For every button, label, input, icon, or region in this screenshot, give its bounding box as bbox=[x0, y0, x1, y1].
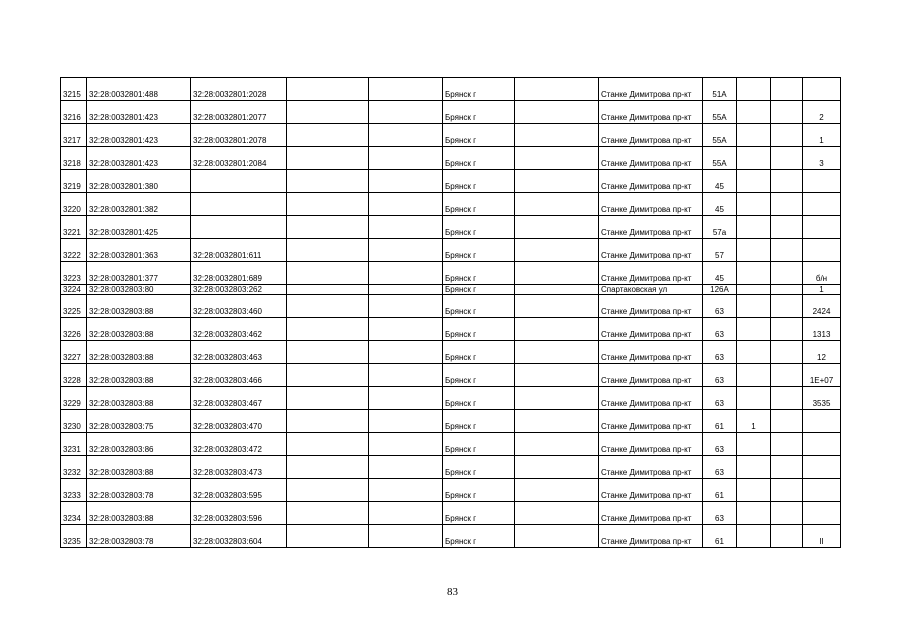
street-cell: Станке Димитрова пр-кт bbox=[599, 193, 703, 216]
apartment-cell bbox=[803, 502, 841, 525]
row-number-cell: 3230 bbox=[61, 410, 87, 433]
building-cell bbox=[737, 341, 771, 364]
house-number-cell: 45 bbox=[703, 262, 737, 285]
city-cell: Брянск г bbox=[443, 101, 515, 124]
empty-cell bbox=[515, 285, 599, 295]
table-row bbox=[61, 318, 841, 341]
building-cadastral-number-cell: 32:28:0032803:604 bbox=[191, 525, 287, 548]
street-cell: Станке Димитрова пр-кт bbox=[599, 295, 703, 318]
building-cell bbox=[737, 318, 771, 341]
building-cadastral-number-cell bbox=[191, 216, 287, 239]
empty-cell bbox=[369, 78, 443, 101]
street-cell: Станке Димитрова пр-кт bbox=[599, 479, 703, 502]
structure-cell bbox=[771, 78, 803, 101]
building-cadastral-number-cell: 32:28:0032803:467 bbox=[191, 387, 287, 410]
city-cell: Брянск г bbox=[443, 262, 515, 285]
building-cell bbox=[737, 456, 771, 479]
city-cell: Брянск г bbox=[443, 216, 515, 239]
apartment-cell: 1313 bbox=[803, 318, 841, 341]
building-cadastral-number-cell: 32:28:0032801:2028 bbox=[191, 78, 287, 101]
table-row bbox=[61, 341, 841, 364]
building-cadastral-number-cell: 32:28:0032803:466 bbox=[191, 364, 287, 387]
empty-cell bbox=[369, 502, 443, 525]
empty-cell bbox=[515, 410, 599, 433]
apartment-cell bbox=[803, 410, 841, 433]
building-cell bbox=[737, 364, 771, 387]
building-cell bbox=[737, 78, 771, 101]
building-cell bbox=[737, 387, 771, 410]
house-number-cell: 55А bbox=[703, 101, 737, 124]
table-row bbox=[61, 364, 841, 387]
building-cell bbox=[737, 262, 771, 285]
empty-cell bbox=[287, 78, 369, 101]
apartment-cell bbox=[803, 433, 841, 456]
row-number-cell: 3235 bbox=[61, 525, 87, 548]
row-number-cell: 3232 bbox=[61, 456, 87, 479]
structure-cell bbox=[771, 525, 803, 548]
building-cadastral-number-cell: 32:28:0032803:463 bbox=[191, 341, 287, 364]
building-cell bbox=[737, 285, 771, 295]
city-cell: Брянск г bbox=[443, 295, 515, 318]
apartment-cell bbox=[803, 239, 841, 262]
empty-cell bbox=[515, 318, 599, 341]
building-cell bbox=[737, 502, 771, 525]
empty-cell bbox=[515, 502, 599, 525]
empty-cell bbox=[369, 262, 443, 285]
city-cell: Брянск г bbox=[443, 525, 515, 548]
building-cadastral-number-cell: 32:28:0032803:473 bbox=[191, 456, 287, 479]
empty-cell bbox=[287, 387, 369, 410]
land-cadastral-number-cell: 32:28:0032803:86 bbox=[87, 433, 191, 456]
empty-cell bbox=[287, 364, 369, 387]
structure-cell bbox=[771, 193, 803, 216]
city-cell: Брянск г bbox=[443, 433, 515, 456]
row-number-cell: 3219 bbox=[61, 170, 87, 193]
apartment-cell: 3 bbox=[803, 147, 841, 170]
building-cadastral-number-cell: 32:28:0032801:611 bbox=[191, 239, 287, 262]
table-row bbox=[61, 147, 841, 170]
structure-cell bbox=[771, 456, 803, 479]
apartment-cell: 1 bbox=[803, 285, 841, 295]
structure-cell bbox=[771, 170, 803, 193]
structure-cell bbox=[771, 101, 803, 124]
apartment-cell: II bbox=[803, 525, 841, 548]
empty-cell bbox=[369, 170, 443, 193]
table-row bbox=[61, 239, 841, 262]
city-cell: Брянск г bbox=[443, 193, 515, 216]
land-cadastral-number-cell: 32:28:0032803:88 bbox=[87, 318, 191, 341]
house-number-cell: 45 bbox=[703, 193, 737, 216]
land-cadastral-number-cell: 32:28:0032801:423 bbox=[87, 147, 191, 170]
apartment-cell bbox=[803, 193, 841, 216]
street-cell: Станке Димитрова пр-кт bbox=[599, 124, 703, 147]
structure-cell bbox=[771, 285, 803, 295]
apartment-cell: 12 bbox=[803, 341, 841, 364]
empty-cell bbox=[369, 295, 443, 318]
building-cell bbox=[737, 295, 771, 318]
row-number-cell: 3220 bbox=[61, 193, 87, 216]
apartment-cell bbox=[803, 456, 841, 479]
structure-cell bbox=[771, 364, 803, 387]
table-row bbox=[61, 410, 841, 433]
table-row bbox=[61, 78, 841, 101]
street-cell: Станке Димитрова пр-кт bbox=[599, 78, 703, 101]
empty-cell bbox=[515, 262, 599, 285]
street-cell: Станке Димитрова пр-кт bbox=[599, 341, 703, 364]
row-number-cell: 3229 bbox=[61, 387, 87, 410]
row-number-cell: 3215 bbox=[61, 78, 87, 101]
building-cell bbox=[737, 525, 771, 548]
house-number-cell: 61 bbox=[703, 525, 737, 548]
building-cadastral-number-cell: 32:28:0032803:596 bbox=[191, 502, 287, 525]
land-cadastral-number-cell: 32:28:0032803:78 bbox=[87, 479, 191, 502]
empty-cell bbox=[287, 262, 369, 285]
land-cadastral-number-cell: 32:28:0032801:377 bbox=[87, 262, 191, 285]
street-cell: Станке Димитрова пр-кт bbox=[599, 433, 703, 456]
empty-cell bbox=[287, 170, 369, 193]
street-cell: Станке Димитрова пр-кт bbox=[599, 387, 703, 410]
street-cell: Станке Димитрова пр-кт bbox=[599, 364, 703, 387]
house-number-cell: 63 bbox=[703, 364, 737, 387]
city-cell: Брянск г bbox=[443, 364, 515, 387]
structure-cell bbox=[771, 502, 803, 525]
building-cadastral-number-cell: 32:28:0032803:595 bbox=[191, 479, 287, 502]
table-row bbox=[61, 479, 841, 502]
empty-cell bbox=[287, 341, 369, 364]
empty-cell bbox=[369, 433, 443, 456]
empty-cell bbox=[369, 410, 443, 433]
building-cadastral-number-cell: 32:28:0032803:470 bbox=[191, 410, 287, 433]
row-number-cell: 3223 bbox=[61, 262, 87, 285]
empty-cell bbox=[287, 433, 369, 456]
street-cell: Станке Димитрова пр-кт bbox=[599, 239, 703, 262]
empty-cell bbox=[369, 387, 443, 410]
structure-cell bbox=[771, 147, 803, 170]
table-row bbox=[61, 262, 841, 285]
city-cell: Брянск г bbox=[443, 239, 515, 262]
apartment-cell: 1 bbox=[803, 124, 841, 147]
structure-cell bbox=[771, 479, 803, 502]
city-cell: Брянск г bbox=[443, 479, 515, 502]
empty-cell bbox=[515, 364, 599, 387]
house-number-cell: 61 bbox=[703, 479, 737, 502]
building-cadastral-number-cell: 32:28:0032801:689 bbox=[191, 262, 287, 285]
empty-cell bbox=[369, 318, 443, 341]
row-number-cell: 3222 bbox=[61, 239, 87, 262]
row-number-cell: 3217 bbox=[61, 124, 87, 147]
land-cadastral-number-cell: 32:28:0032801:423 bbox=[87, 101, 191, 124]
apartment-cell: 1E+07 bbox=[803, 364, 841, 387]
table-row bbox=[61, 170, 841, 193]
register-table-body bbox=[61, 78, 841, 548]
city-cell: Брянск г bbox=[443, 387, 515, 410]
empty-cell bbox=[369, 216, 443, 239]
empty-cell bbox=[515, 193, 599, 216]
row-number-cell: 3227 bbox=[61, 341, 87, 364]
apartment-cell bbox=[803, 479, 841, 502]
building-cell: 1 bbox=[737, 410, 771, 433]
building-cadastral-number-cell: 32:28:0032801:2084 bbox=[191, 147, 287, 170]
apartment-cell: б/н bbox=[803, 262, 841, 285]
house-number-cell: 63 bbox=[703, 456, 737, 479]
empty-cell bbox=[515, 239, 599, 262]
apartment-cell bbox=[803, 78, 841, 101]
empty-cell bbox=[287, 216, 369, 239]
building-cadastral-number-cell: 32:28:0032803:462 bbox=[191, 318, 287, 341]
house-number-cell: 63 bbox=[703, 295, 737, 318]
empty-cell bbox=[287, 101, 369, 124]
street-cell: Станке Димитрова пр-кт bbox=[599, 147, 703, 170]
city-cell: Брянск г bbox=[443, 285, 515, 295]
row-number-cell: 3225 bbox=[61, 295, 87, 318]
city-cell: Брянск г bbox=[443, 341, 515, 364]
empty-cell bbox=[287, 295, 369, 318]
apartment-cell: 2 bbox=[803, 101, 841, 124]
empty-cell bbox=[287, 502, 369, 525]
building-cadastral-number-cell: 32:28:0032801:2078 bbox=[191, 124, 287, 147]
city-cell: Брянск г bbox=[443, 78, 515, 101]
empty-cell bbox=[287, 525, 369, 548]
land-cadastral-number-cell: 32:28:0032801:423 bbox=[87, 124, 191, 147]
empty-cell bbox=[515, 525, 599, 548]
land-cadastral-number-cell: 32:28:0032801:363 bbox=[87, 239, 191, 262]
land-cadastral-number-cell: 32:28:0032801:380 bbox=[87, 170, 191, 193]
house-number-cell: 45 bbox=[703, 170, 737, 193]
house-number-cell: 63 bbox=[703, 318, 737, 341]
land-cadastral-number-cell: 32:28:0032803:75 bbox=[87, 410, 191, 433]
house-number-cell: 63 bbox=[703, 433, 737, 456]
building-cell bbox=[737, 216, 771, 239]
house-number-cell: 55А bbox=[703, 124, 737, 147]
table-row bbox=[61, 101, 841, 124]
empty-cell bbox=[287, 285, 369, 295]
street-cell: Станке Димитрова пр-кт bbox=[599, 318, 703, 341]
empty-cell bbox=[369, 456, 443, 479]
apartment-cell bbox=[803, 216, 841, 239]
table-row bbox=[61, 285, 841, 295]
empty-cell bbox=[369, 239, 443, 262]
empty-cell bbox=[369, 285, 443, 295]
land-cadastral-number-cell: 32:28:0032803:88 bbox=[87, 341, 191, 364]
empty-cell bbox=[515, 387, 599, 410]
empty-cell bbox=[369, 364, 443, 387]
empty-cell bbox=[287, 410, 369, 433]
land-cadastral-number-cell: 32:28:0032803:88 bbox=[87, 502, 191, 525]
empty-cell bbox=[369, 341, 443, 364]
street-cell: Станке Димитрова пр-кт bbox=[599, 101, 703, 124]
house-number-cell: 63 bbox=[703, 502, 737, 525]
city-cell: Брянск г bbox=[443, 410, 515, 433]
empty-cell bbox=[287, 124, 369, 147]
street-cell: Станке Димитрова пр-кт bbox=[599, 456, 703, 479]
building-cadastral-number-cell bbox=[191, 170, 287, 193]
row-number-cell: 3233 bbox=[61, 479, 87, 502]
empty-cell bbox=[515, 101, 599, 124]
structure-cell bbox=[771, 216, 803, 239]
building-cell bbox=[737, 101, 771, 124]
empty-cell bbox=[287, 239, 369, 262]
empty-cell bbox=[515, 295, 599, 318]
structure-cell bbox=[771, 341, 803, 364]
land-cadastral-number-cell: 32:28:0032803:88 bbox=[87, 387, 191, 410]
building-cadastral-number-cell: 32:28:0032801:2077 bbox=[191, 101, 287, 124]
house-number-cell: 126А bbox=[703, 285, 737, 295]
building-cell bbox=[737, 239, 771, 262]
empty-cell bbox=[369, 525, 443, 548]
table-row bbox=[61, 525, 841, 548]
structure-cell bbox=[771, 410, 803, 433]
street-cell: Станке Димитрова пр-кт bbox=[599, 525, 703, 548]
empty-cell bbox=[287, 456, 369, 479]
structure-cell bbox=[771, 295, 803, 318]
empty-cell bbox=[369, 101, 443, 124]
row-number-cell: 3226 bbox=[61, 318, 87, 341]
building-cell bbox=[737, 124, 771, 147]
table-row bbox=[61, 456, 841, 479]
building-cadastral-number-cell: 32:28:0032803:262 bbox=[191, 285, 287, 295]
structure-cell bbox=[771, 124, 803, 147]
empty-cell bbox=[515, 456, 599, 479]
land-cadastral-number-cell: 32:28:0032803:88 bbox=[87, 295, 191, 318]
row-number-cell: 3216 bbox=[61, 101, 87, 124]
empty-cell bbox=[515, 216, 599, 239]
street-cell: Станке Димитрова пр-кт bbox=[599, 216, 703, 239]
street-cell: Спартаковская ул bbox=[599, 285, 703, 295]
apartment-cell bbox=[803, 170, 841, 193]
land-cadastral-number-cell: 32:28:0032803:88 bbox=[87, 364, 191, 387]
apartment-cell: 3535 bbox=[803, 387, 841, 410]
land-cadastral-number-cell: 32:28:0032801:382 bbox=[87, 193, 191, 216]
house-number-cell: 57 bbox=[703, 239, 737, 262]
building-cadastral-number-cell bbox=[191, 193, 287, 216]
empty-cell bbox=[369, 479, 443, 502]
row-number-cell: 3231 bbox=[61, 433, 87, 456]
row-number-cell: 3224 bbox=[61, 285, 87, 295]
empty-cell bbox=[287, 193, 369, 216]
house-number-cell: 61 bbox=[703, 410, 737, 433]
land-cadastral-number-cell: 32:28:0032803:78 bbox=[87, 525, 191, 548]
empty-cell bbox=[369, 147, 443, 170]
house-number-cell: 55А bbox=[703, 147, 737, 170]
structure-cell bbox=[771, 239, 803, 262]
table-row bbox=[61, 387, 841, 410]
building-cell bbox=[737, 433, 771, 456]
empty-cell bbox=[515, 78, 599, 101]
building-cell bbox=[737, 170, 771, 193]
building-cadastral-number-cell: 32:28:0032803:472 bbox=[191, 433, 287, 456]
street-cell: Станке Димитрова пр-кт bbox=[599, 170, 703, 193]
building-cadastral-number-cell: 32:28:0032803:460 bbox=[191, 295, 287, 318]
land-cadastral-number-cell: 32:28:0032801:425 bbox=[87, 216, 191, 239]
street-cell: Станке Димитрова пр-кт bbox=[599, 502, 703, 525]
building-cell bbox=[737, 479, 771, 502]
row-number-cell: 3218 bbox=[61, 147, 87, 170]
empty-cell bbox=[515, 124, 599, 147]
building-cell bbox=[737, 147, 771, 170]
city-cell: Брянск г bbox=[443, 124, 515, 147]
empty-cell bbox=[369, 124, 443, 147]
empty-cell bbox=[369, 193, 443, 216]
house-number-cell: 63 bbox=[703, 387, 737, 410]
table-row bbox=[61, 502, 841, 525]
table-row bbox=[61, 124, 841, 147]
page-number: 83 bbox=[447, 586, 458, 598]
city-cell: Брянск г bbox=[443, 170, 515, 193]
empty-cell bbox=[515, 147, 599, 170]
table-row bbox=[61, 295, 841, 318]
table-row bbox=[61, 433, 841, 456]
street-cell: Станке Димитрова пр-кт bbox=[599, 410, 703, 433]
empty-cell bbox=[287, 479, 369, 502]
empty-cell bbox=[515, 479, 599, 502]
land-cadastral-number-cell: 32:28:0032803:88 bbox=[87, 456, 191, 479]
building-cell bbox=[737, 193, 771, 216]
empty-cell bbox=[515, 170, 599, 193]
structure-cell bbox=[771, 262, 803, 285]
empty-cell bbox=[515, 433, 599, 456]
empty-cell bbox=[287, 318, 369, 341]
city-cell: Брянск г bbox=[443, 456, 515, 479]
structure-cell bbox=[771, 387, 803, 410]
house-number-cell: 51А bbox=[703, 78, 737, 101]
structure-cell bbox=[771, 433, 803, 456]
table-row bbox=[61, 193, 841, 216]
land-cadastral-number-cell: 32:28:0032803:80 bbox=[87, 285, 191, 295]
house-number-cell: 63 bbox=[703, 341, 737, 364]
row-number-cell: 3228 bbox=[61, 364, 87, 387]
street-cell: Станке Димитрова пр-кт bbox=[599, 262, 703, 285]
house-number-cell: 57а bbox=[703, 216, 737, 239]
row-number-cell: 3221 bbox=[61, 216, 87, 239]
city-cell: Брянск г bbox=[443, 502, 515, 525]
row-number-cell: 3234 bbox=[61, 502, 87, 525]
city-cell: Брянск г bbox=[443, 147, 515, 170]
empty-cell bbox=[515, 341, 599, 364]
apartment-cell: 2424 bbox=[803, 295, 841, 318]
city-cell: Брянск г bbox=[443, 318, 515, 341]
register-table bbox=[60, 77, 841, 548]
land-cadastral-number-cell: 32:28:0032801:488 bbox=[87, 78, 191, 101]
structure-cell bbox=[771, 318, 803, 341]
table-row bbox=[61, 216, 841, 239]
empty-cell bbox=[287, 147, 369, 170]
